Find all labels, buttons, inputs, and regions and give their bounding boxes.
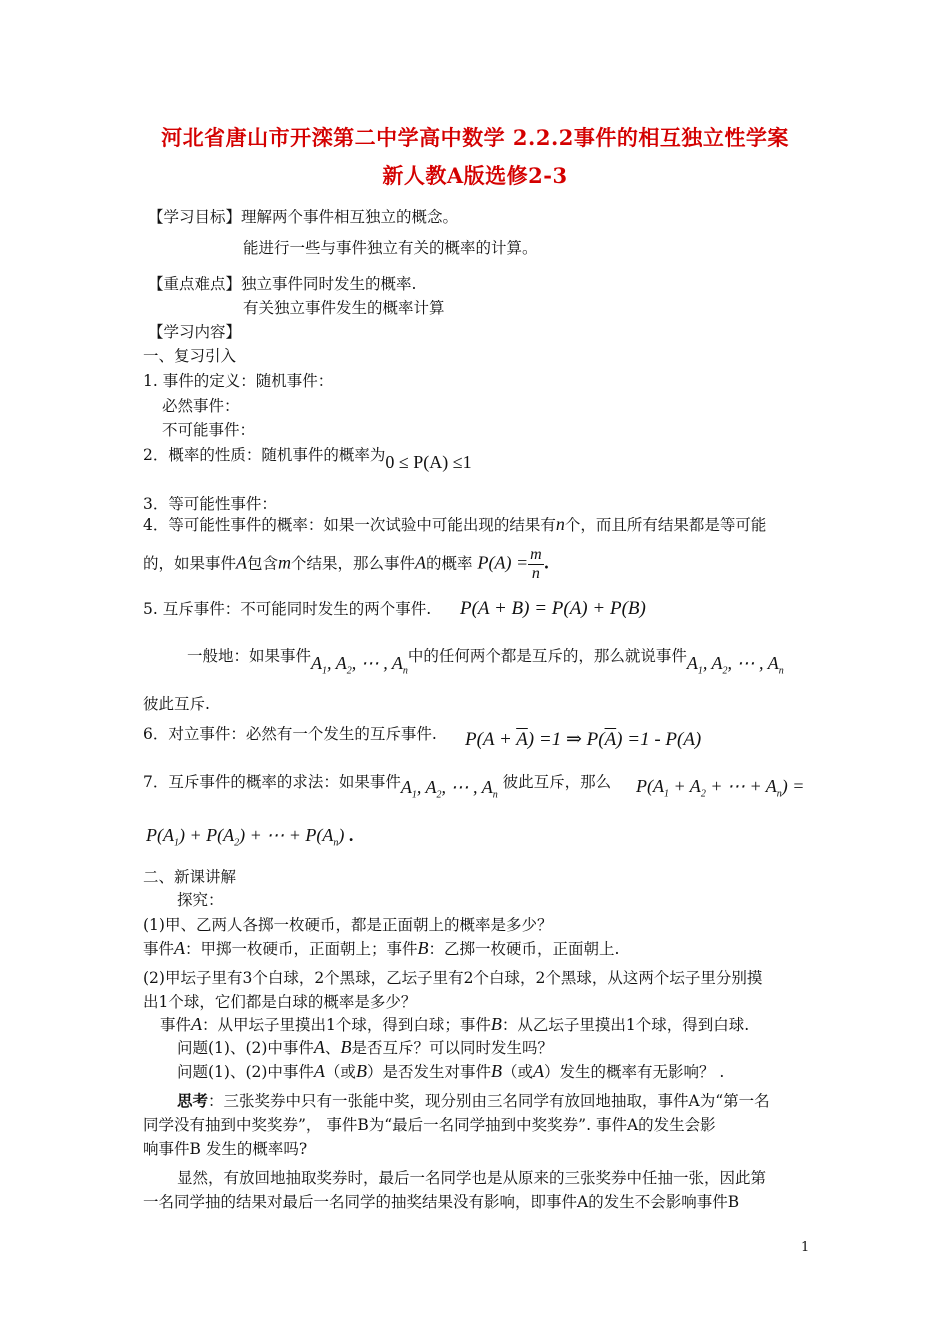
complement-part-a: P(A + xyxy=(465,729,517,750)
text: ）是否发生对事件 xyxy=(366,1063,491,1081)
complement-formula xyxy=(465,728,701,751)
section1-heading: 一、复习引入 xyxy=(143,347,237,365)
text: 问题(1)、(2)中事件 xyxy=(177,1063,314,1081)
event-a: A xyxy=(313,1061,325,1081)
period: . xyxy=(543,553,550,573)
a-symbol: A xyxy=(236,552,248,573)
union-formula: $P(A_1 + A_2$ + ⋯ + $A_n$) = xyxy=(636,776,805,800)
para-4-text-e: 个结果，那么事件 xyxy=(291,554,416,573)
difficulty-2: 有关独立事件发生的概率计算 xyxy=(243,299,445,317)
fraction-denominator: n xyxy=(531,565,540,582)
para-7-text-a: 7．互斥事件的概率的求法：如果事件 xyxy=(143,773,401,791)
event-a: A xyxy=(313,1037,325,1057)
text: （或 xyxy=(501,1063,533,1081)
question-2-line1: (2)甲坛子里有3个白球，2个黑球，乙坛子里有2个白球，2个黑球，从这两个坛子里分别摸 xyxy=(143,969,763,987)
pa-formula: P(A) = xyxy=(477,552,529,573)
objective-1: 理解两个事件相互独立的概念。 xyxy=(241,208,459,226)
text: 、 xyxy=(324,1039,341,1057)
a-bar: $\overline{A}$ xyxy=(516,729,528,750)
mutex-sum-formula: P(A + B) = P(A) + P(B) xyxy=(460,598,646,619)
text: 问题(1)、(2)中事件 xyxy=(177,1039,314,1057)
content-label: 【学习内容】 xyxy=(148,323,242,341)
text: ：乙掷一枚硬币，正面朝上. xyxy=(428,940,620,958)
para-5c: 彼此互斥. xyxy=(143,695,210,713)
answer-line1: 显然，有放回地抽取奖券时，最后一名同学也是从原来的三张奖券中任抽一张，因此第 xyxy=(177,1169,767,1187)
sum-formula: $P(A_1) + P(A_2)$ + ⋯ + $P(A_n)$ . xyxy=(146,825,354,849)
page-subtitle: 新人教A版选修2-3 xyxy=(382,163,568,188)
difficulty-1: 独立事件同时发生的概率. xyxy=(241,275,417,293)
para-4-text-b: 个，而且所有结果都是等可能 xyxy=(564,516,767,534)
fraction-numerator: m xyxy=(530,546,542,563)
text: （或 xyxy=(324,1063,356,1081)
para-2-text: 2．概率的性质：随机事件的概率为 xyxy=(143,446,386,464)
para-1b: 不可能事件： xyxy=(162,421,256,439)
para-6: 6．对立事件：必然有一个发生的互斥事件. xyxy=(143,725,437,743)
section2-heading: 二、新课讲解 xyxy=(143,868,237,886)
question-2-events xyxy=(160,1013,749,1035)
text: ：从甲坛子里摸出1个球，得到白球；事件 xyxy=(202,1016,491,1034)
n-symbol: n xyxy=(555,514,565,534)
think-line1 xyxy=(177,1089,770,1111)
page-title: 河北省唐山市开滦第二中学高中数学 2.2.2事件的相互独立性学案 xyxy=(161,125,789,150)
para-4-line1 xyxy=(143,513,766,535)
event-b: B xyxy=(355,1061,367,1081)
event-b: B xyxy=(490,1014,502,1034)
question-1: (1)甲、乙两人各掷一枚硬币，都是正面朝上的概率是多少？ xyxy=(143,916,553,934)
text: ）发生的概率有无影响？ . xyxy=(543,1063,725,1081)
explore-label: 探究： xyxy=(177,891,224,909)
page-number: 1 xyxy=(801,1240,810,1255)
para-4-text-f: 的概率 xyxy=(426,554,473,573)
fraction-m-over-n xyxy=(528,547,544,582)
para-5b xyxy=(187,644,784,677)
event-list-3: $A_1$, $A_2$, ⋯ , $A_n$ xyxy=(400,777,498,801)
para-3: 3．等可能性事件： xyxy=(143,495,277,513)
think-line3: 响事件B 发生的概率吗? xyxy=(143,1140,308,1158)
m-symbol: m xyxy=(278,552,292,573)
question-4 xyxy=(177,1060,724,1082)
event-a: A xyxy=(532,1061,544,1081)
text: 事件 xyxy=(160,1016,192,1034)
event-b: B xyxy=(340,1037,352,1057)
think-line2: 同学没有抽到中奖奖券”， 事件B为“最后一名同学抽到中奖奖券”. 事件A的发生会影 xyxy=(143,1116,716,1134)
text: 是否互斥？可以同时发生吗？ xyxy=(351,1039,553,1057)
para-5: 5. 互斥事件：不可能同时发生的两个事件. xyxy=(143,600,432,618)
prob-range-formula: 0 ≤ P(A) ≤1 xyxy=(385,452,472,472)
para-7-text-b: 彼此互斥，那么 xyxy=(502,773,612,791)
para-1a: 必然事件： xyxy=(162,397,240,415)
para-4-line2 xyxy=(143,547,549,582)
text: 事件 xyxy=(143,940,175,958)
para-4-text-c: 的，如果事件 xyxy=(143,554,237,573)
a-symbol: A xyxy=(415,552,427,573)
para-5b-text-b: 中的任何两个都是互斥的，那么就说事件 xyxy=(407,647,687,665)
question-1-events xyxy=(143,937,619,959)
para-1: 1. 事件的定义：随机事件： xyxy=(143,372,334,390)
event-b: B xyxy=(490,1061,502,1081)
objectives-row xyxy=(148,205,458,227)
question-2-line2: 出1个球，它们都是白球的概率是多少？ xyxy=(143,993,417,1011)
para-5b-text-a: 一般地：如果事件 xyxy=(187,647,312,665)
event-a: A xyxy=(191,1014,203,1034)
answer-line2: 一名同学抽的结果对最后一名同学的抽奖结果没有影响，即事件A的发生不会影响事件B xyxy=(143,1193,740,1211)
complement-part-c: ) =1 - P(A) xyxy=(616,729,702,750)
para-2 xyxy=(143,443,472,472)
text: ：甲掷一枚硬币，正面朝上；事件 xyxy=(185,940,418,958)
event-b: B xyxy=(417,938,429,958)
complement-part-b: ) =1 ⇒ P( xyxy=(527,729,605,750)
event-a: A xyxy=(174,938,186,958)
para-4-text-d: 包含 xyxy=(247,554,279,573)
think-label: 思考 xyxy=(177,1091,209,1110)
para-4-text-a: 4．等可能性事件的概率：如果一次试验中可能出现的结果有 xyxy=(143,516,556,534)
difficulties-row xyxy=(148,272,416,294)
objective-2: 能进行一些与事件独立有关的概率的计算。 xyxy=(243,239,538,257)
event-list-2: $A_1$, $A_2$, ⋯ , $A_n$ xyxy=(686,653,784,677)
para-7 xyxy=(143,770,612,801)
text: ：三张奖券中只有一张能中奖，现分别由三名同学有放回地抽取，事件A为“第一名 xyxy=(208,1092,770,1110)
question-3 xyxy=(177,1036,553,1058)
text: ：从乙坛子里摸出1个球，得到白球. xyxy=(501,1016,750,1034)
event-list-1: $A_1$, $A_2$, ⋯ , $A_n$ xyxy=(311,653,408,677)
difficulties-label: 【重点难点】 xyxy=(148,275,242,293)
a-bar: $\overline{A}$ xyxy=(604,729,617,750)
objectives-label: 【学习目标】 xyxy=(148,208,242,226)
